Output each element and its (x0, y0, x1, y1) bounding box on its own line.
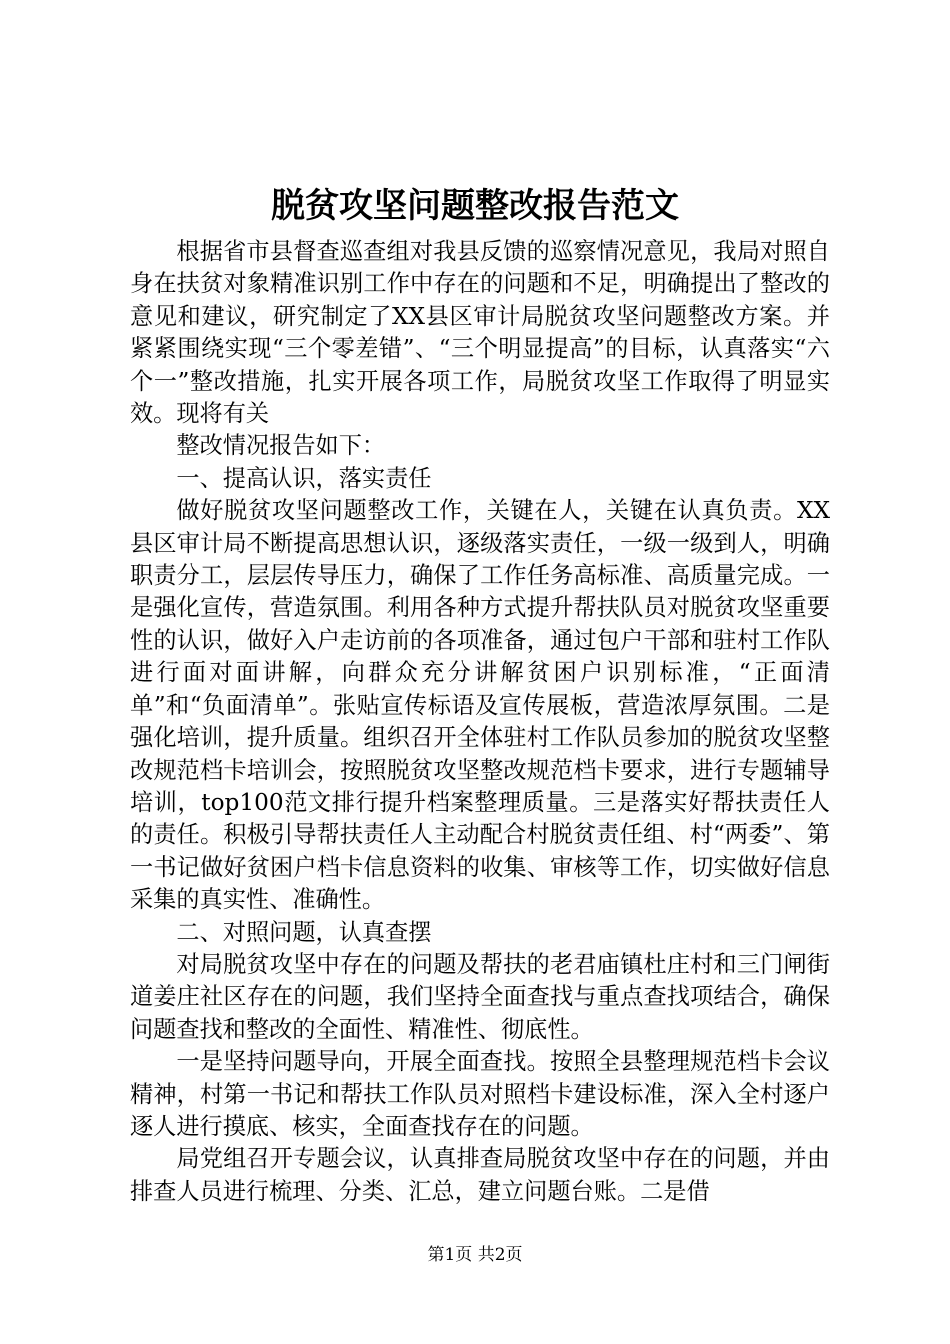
page-footer: 第1页 共2页 (427, 1245, 523, 1265)
document-title: 脱贫攻坚问题整改报告范文 (271, 186, 679, 226)
paragraph-section-2: 对局脱贫攻坚中存在的问题及帮扶的老君庙镇杜庄村和三门闸街道姜庄社区存在的问题，我们坚持全面查找与重点查找项结合，确保问题查找和整改的全面性、精准性、彻底性。 (130, 950, 830, 1043)
paragraph-party-meeting: 局党组召开专题会议，认真排查局脱贫攻坚中存在的问题，并由排查人员进行梳理、分类、汇总，建立问题台账。二是借 (130, 1145, 830, 1205)
paragraph-intro: 根据省市县督查巡查组对我县反馈的巡察情况意见，我局对照自身在扶贫对象精准识别工作中存在的问题和不足，明确提出了整改的意见和建议，研究制定了XX县区审计局脱贫攻坚问题整改方案。并紧紧围绕实现“三个零差错”、“三个明显提高”的目标，认真落实“六个一”整改措施，扎实开展各项工作，局脱贫攻坚工作取得了明显实效。现将有关 (130, 238, 830, 428)
section-heading-2: 二、对照问题，认真查摆 (176, 918, 432, 946)
paragraph-section-1: 做好脱贫攻坚问题整改工作，关键在人，关键在认真负责。XX县区审计局不断提高思想认识，逐级落实责任，一级一级到人，明确职责分工，层层传导压力，确保了工作任务高标准、高质量完成。一是强化宣传，营造氛围。利用各种方式提升帮扶队员对脱贫攻坚重要性的认识，做好入户走访前的各项准备，通过包户干部和驻村工作队进行面对面讲解，向群众充分讲解贫困户识别标准，“正面清单”和“负面清单”。张贴宣传标语及宣传展板，营造浓厚氛围。二是强化培训，提升质量。组织召开全体驻村工作队员参加的脱贫攻坚整改规范档卡培训会，按照脱贫攻坚整改规范档卡要求，进行专题辅导培训，top100范文排行提升档案整理质量。三是落实好帮扶责任人的责任。积极引导帮扶责任人主动配合村脱贫责任组、村“两委”、第一书记做好贫困户档卡信息资料的收集、审核等工作，切实做好信息采集的真实性、准确性。 (130, 497, 830, 914)
paragraph-point-1: 一是坚持问题导向，开展全面查找。按照全县整理规范档卡会议精神，村第一书记和帮扶工作队员对照档卡建设标准，深入全村逐户逐人进行摸底、核实，全面查找存在的问题。 (130, 1048, 830, 1140)
paragraph-report-lead: 整改情况报告如下： (176, 432, 386, 460)
document-body (130, 236, 830, 1208)
section-heading-1: 一、提高认识，落实责任 (176, 464, 432, 492)
